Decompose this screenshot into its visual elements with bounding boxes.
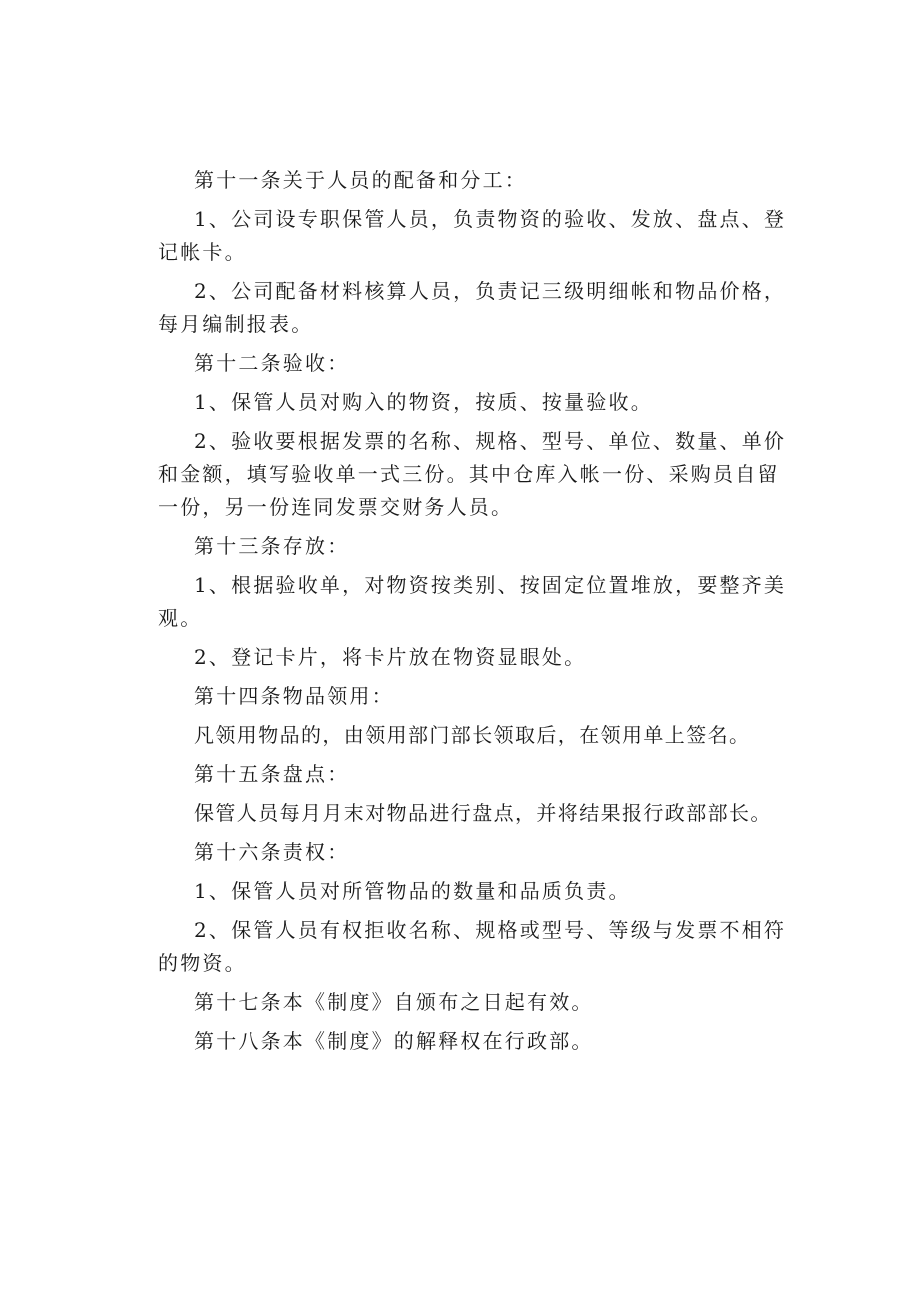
article-12-item-1: 1、保管人员对购入的物资，按质、按量验收。 xyxy=(194,390,653,414)
article-11-heading: 第十一条关于人员的配备和分工： xyxy=(194,168,527,192)
article-12-item-2: 2、验收要根据发票的名称、规格、型号、单位、数量、单价和金额，填写验收单一式三份。其中仓库入帐一份、采购员自留一份，另一份连同发票交财务人员。 xyxy=(158,429,787,519)
article-12-heading: 第十二条验收： xyxy=(194,351,350,375)
article-13-item-2: 2、登记卡片，将卡片放在物资显眼处。 xyxy=(194,645,587,669)
article-17: 第十七条本《制度》自颁布之日起有效。 xyxy=(194,990,594,1014)
article-11-item-1: 1、公司设专职保管人员，负责物资的验收、发放、盘点、登记帐卡。 xyxy=(158,207,787,264)
article-15-body: 保管人员每月月末对物品进行盘点，并将结果报行政部部长。 xyxy=(194,801,772,825)
article-16-heading: 第十六条责权： xyxy=(194,840,350,864)
article-14-heading: 第十四条物品领用： xyxy=(194,684,394,708)
document-body xyxy=(158,164,788,1064)
article-18: 第十八条本《制度》的解释权在行政部。 xyxy=(194,1029,594,1053)
article-13-item-1: 1、根据验收单，对物资按类别、按固定位置堆放，要整齐美观。 xyxy=(158,573,787,630)
article-16-item-1: 1、保管人员对所管物品的数量和品质负责。 xyxy=(194,879,631,903)
article-13-heading: 第十三条存放： xyxy=(194,534,350,558)
article-15-heading: 第十五条盘点： xyxy=(194,762,350,786)
article-16-item-2: 2、保管人员有权拒收名称、规格或型号、等级与发票不相符的物资。 xyxy=(158,918,787,975)
article-14-body: 凡领用物品的，由领用部门部长领取后，在领用单上签名。 xyxy=(194,723,751,747)
article-11-item-2: 2、公司配备材料核算人员，负责记三级明细帐和物品价格，每月编制报表。 xyxy=(158,279,787,336)
